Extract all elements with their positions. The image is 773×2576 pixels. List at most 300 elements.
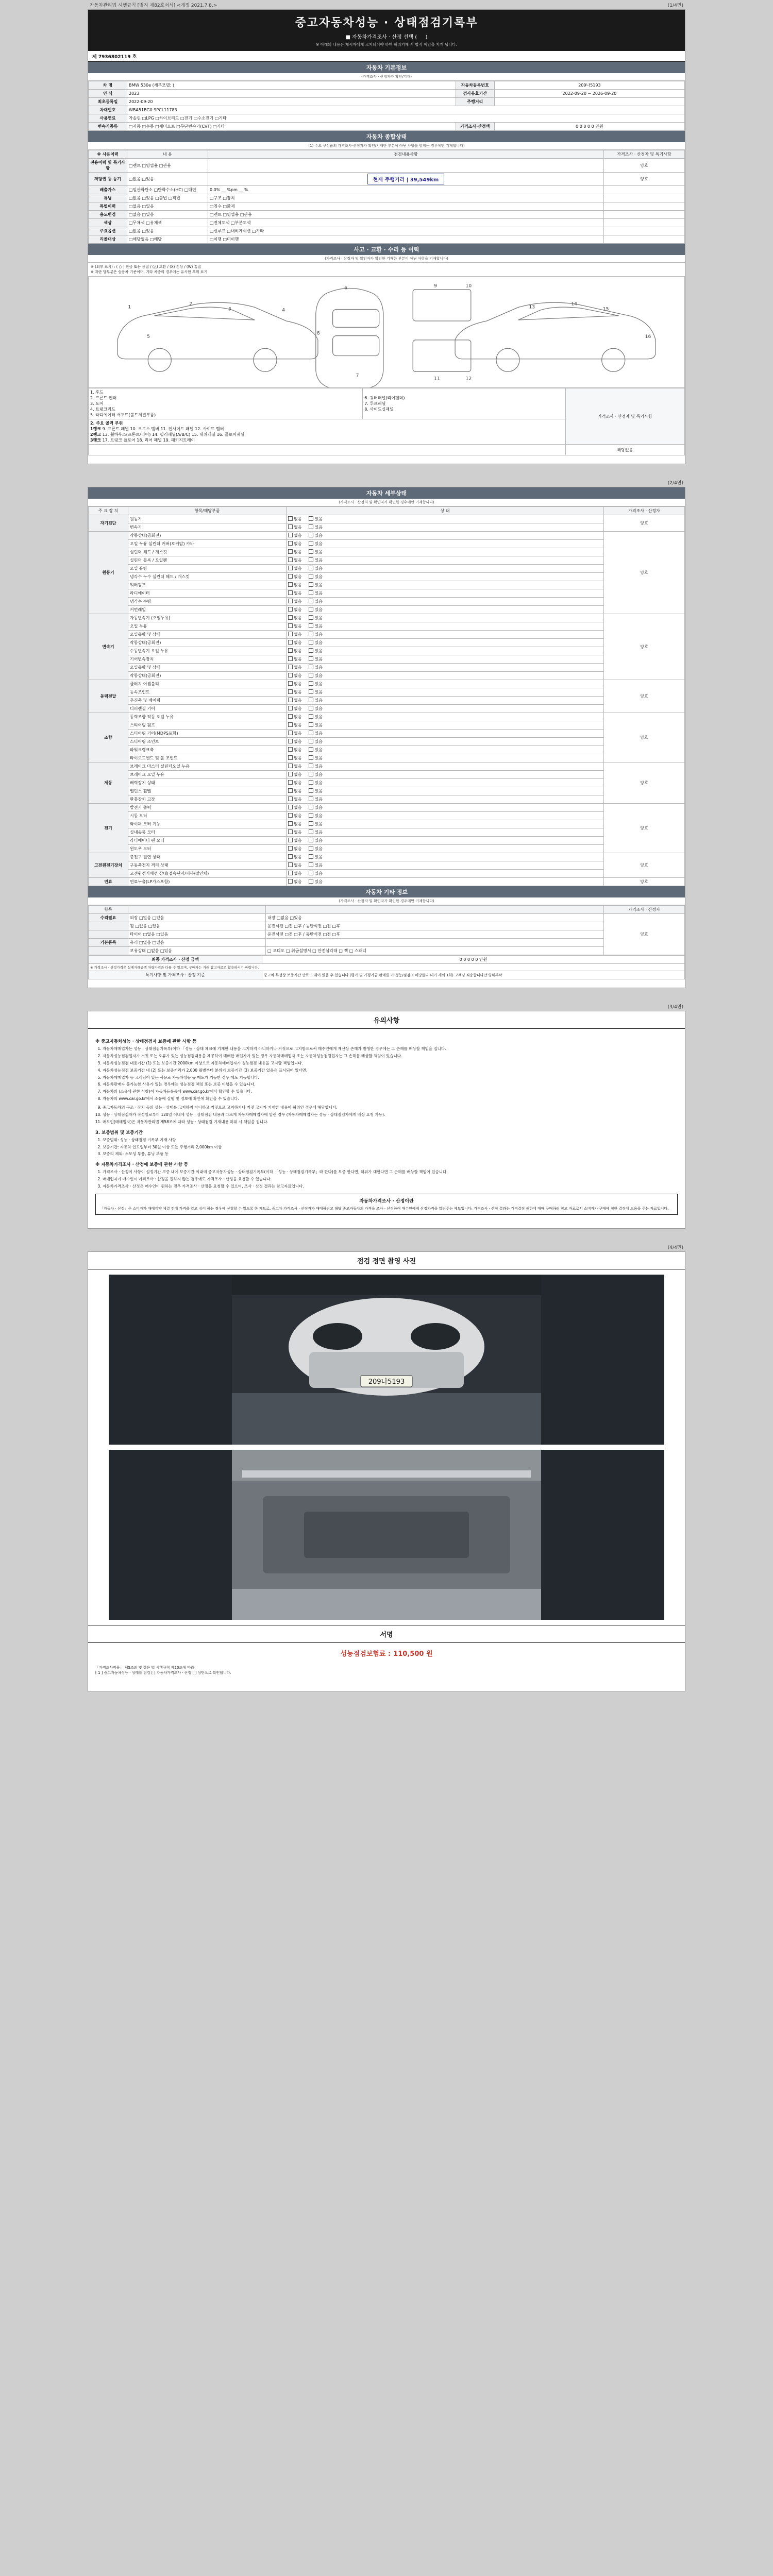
checkbox-있음[interactable]: 있음 — [309, 879, 322, 884]
table-row — [89, 173, 685, 186]
svg-text:4: 4 — [282, 307, 285, 313]
detail-group-0: 자기진단 — [89, 515, 128, 532]
overall-c-5 — [604, 211, 685, 219]
detail-item-state[interactable] — [287, 771, 604, 779]
detail-item-state[interactable] — [287, 721, 604, 730]
detail-group-rating: 양호 — [604, 853, 685, 878]
table-row — [89, 556, 685, 565]
checkbox-없음[interactable]: 없음 — [288, 640, 301, 645]
checkbox-없음[interactable]: 없음 — [288, 690, 301, 694]
checkbox-없음[interactable]: 없음 — [288, 649, 301, 653]
overall-a-1: □없음 □있음 — [127, 173, 208, 186]
basic-label2-5: 가격조사·산정액 — [456, 123, 494, 131]
detail-item-label: 원동기 — [128, 515, 287, 523]
checkbox-있음[interactable]: 있음 — [309, 665, 322, 670]
checkbox-없음[interactable]: 없음 — [288, 665, 301, 670]
detail-item-state[interactable] — [287, 622, 604, 631]
accident-rating-value: 해당없음 — [565, 445, 684, 455]
checkbox-있음[interactable]: 있음 — [309, 830, 322, 835]
legend-line-2: ※ 자란 당부분은 승용차 기준이며, 기타 차종의 경우에는 유사한 부위 표기 — [91, 270, 208, 274]
detail-item-state[interactable] — [287, 705, 604, 713]
etc-b-0[interactable]: 내장 □없음 □있음 — [266, 914, 604, 922]
svg-text:14: 14 — [571, 301, 578, 307]
car-diagram — [88, 276, 685, 388]
detail-table-body — [89, 515, 685, 886]
checkbox-없음[interactable]: 없음 — [288, 682, 301, 686]
parts-left-cell — [89, 388, 363, 419]
part-left-1: 2. 프론트 펜더 — [90, 396, 117, 400]
car-diagram-svg — [89, 277, 684, 387]
checkbox-없음[interactable]: 없음 — [288, 566, 301, 571]
overall-c-6 — [604, 219, 685, 227]
checkbox-없음[interactable]: 없음 — [288, 706, 301, 711]
table-row — [89, 639, 685, 647]
detail-item-state[interactable] — [287, 614, 604, 622]
sign-title: 서명 — [88, 1625, 685, 1643]
frame-key-0: 1랭크 — [90, 427, 102, 431]
form-code: 자동차관리법 시행규칙 [별지 제82호서식] <개정 2021.7.8.> — [90, 3, 217, 8]
etc-a-0[interactable]: 외장 □없음 □있음 — [128, 914, 266, 922]
checkbox-있음[interactable]: 있음 — [309, 574, 322, 579]
basic-value-5: □자동 □수동 □세미오토 □무단변속기(CVT) □기타 — [127, 123, 456, 131]
checkbox-있음[interactable]: 있음 — [309, 871, 322, 876]
detail-item-state[interactable] — [287, 556, 604, 565]
etc-b-1[interactable]: 운전석전 □전 □후 / 동반석전 □전 □후 — [266, 922, 604, 930]
etc-key-3: 기본품목 — [89, 939, 128, 947]
checkbox-없음[interactable]: 없음 — [288, 574, 301, 579]
frame-title: 2. 주요 골격 부위 — [90, 421, 123, 426]
detail-item-label: 오일유량 및 상태 — [128, 631, 287, 639]
overall-key-7: 주요옵션 — [89, 227, 127, 235]
checkbox-있음[interactable]: 있음 — [309, 550, 322, 554]
checkbox-없음[interactable]: 없음 — [288, 838, 301, 843]
checkbox-있음[interactable]: 있음 — [309, 698, 322, 703]
photo-underbody-svg — [109, 1450, 664, 1620]
overall-b-7: □선루프 □내비게이션 □기타 — [208, 227, 604, 235]
checkbox-있음[interactable]: 있음 — [309, 781, 322, 785]
detail-group-1: 원동기 — [89, 532, 128, 614]
checkbox-없음[interactable]: 없음 — [288, 616, 301, 620]
checkbox-없음[interactable]: 없음 — [288, 698, 301, 703]
etc-col-1 — [128, 906, 266, 914]
checkbox-없음[interactable]: 없음 — [288, 764, 301, 769]
detail-group-rating: 양호 — [604, 762, 685, 804]
detail-item-state[interactable] — [287, 548, 604, 556]
detail-item-state[interactable] — [287, 828, 604, 837]
detail-item-state[interactable] — [287, 523, 604, 532]
checkbox-없음[interactable]: 없음 — [288, 748, 301, 752]
detail-item-state[interactable] — [287, 787, 604, 795]
overall-c-0: 양호 — [604, 159, 685, 173]
detail-item-state[interactable] — [287, 870, 604, 878]
definition-text: 「자동차 · 산정」은 소비자가 매매계약 체결 전에 가격을 알고 싶어 하는 경우에 신청할 수 있도록 한 제도로, 중고차 가격조사 · 산정자가 매매하려고 해당 중고자동차의 가격을 조사 · 산정하여 매수인에게 산정가격을 알려주는 제도입니다. 가격조사 · 산정 결과는 가격결정 권한에 매매 구매하려 참고 자료로서 소비자가 구매에 정한 결정에 도움을 주는 자료입니다. — [100, 1206, 669, 1211]
checkbox-있음[interactable]: 있음 — [309, 624, 322, 629]
detail-group-rating: 양호 — [604, 515, 685, 532]
detail-item-state[interactable] — [287, 779, 604, 787]
detail-item-state[interactable] — [287, 730, 604, 738]
checkbox-없음[interactable]: 없음 — [288, 805, 301, 810]
checkbox-없음[interactable]: 없음 — [288, 715, 301, 719]
checkbox-있음[interactable]: 있음 — [309, 640, 322, 645]
svg-text:10: 10 — [465, 283, 472, 289]
overall-key-6: 색상 — [89, 219, 127, 227]
checkbox-없음[interactable]: 없음 — [288, 607, 301, 612]
detail-item-state[interactable] — [287, 804, 604, 812]
checkbox-없음[interactable]: 없음 — [288, 657, 301, 662]
sheet4-footer — [88, 1683, 685, 1691]
price-digit-2: 0 — [467, 957, 470, 962]
checkbox-있음[interactable]: 있음 — [309, 715, 322, 719]
checkbox-있음[interactable]: 있음 — [309, 748, 322, 752]
list-item: 3. 자동차성능점검 내용기간 (1) 또는 보증기간 2000km 이상으로 자동차매매업자가 성능점검 내용을 고지할 책임입니다. — [103, 1061, 678, 1066]
table-row — [89, 914, 685, 922]
checkbox-있음[interactable]: 있음 — [309, 797, 322, 802]
checkbox-없음[interactable]: 없음 — [288, 814, 301, 818]
price-digit-4: 0 — [475, 957, 478, 962]
table-row — [89, 655, 685, 664]
checkbox-있음[interactable]: 있음 — [309, 723, 322, 727]
detail-item-state[interactable] — [287, 598, 604, 606]
list-item: 6. 자동차판매자 불가능한 사유가 있는 경우에는 성능점검 책임 또는 보증 이행을 수 있습니다. — [103, 1082, 678, 1088]
checkbox-있음[interactable]: 있음 — [309, 789, 322, 793]
checkbox-있음[interactable]: 있음 — [309, 690, 322, 694]
doc-header-note: ※ 아래의 내용은 제시자에게 고지되어야 하며 허위기재 시 법적 책임을 지게 됩니다. — [316, 42, 457, 47]
checkbox-있음[interactable]: 있음 — [309, 764, 322, 769]
frame-spacer — [89, 445, 566, 455]
checkbox-있음[interactable]: 있음 — [309, 756, 322, 760]
etc-a-1[interactable]: 휠 □없음 □있음 — [128, 922, 266, 930]
checkbox-없음[interactable]: 없음 — [288, 583, 301, 587]
detail-item-state[interactable] — [287, 606, 604, 614]
table-row — [89, 622, 685, 631]
list-item: 8. 자동차의 www.car.go.kr에서 소유에 실행 및 정보에 확인에 확인을 수 있습니다. — [103, 1096, 678, 1102]
detail-item-label: 동력조향 작동 오일 누유 — [128, 713, 287, 721]
basic-label2-0: 자동차등록번호 — [456, 81, 494, 90]
etc-key-1 — [89, 922, 128, 930]
checkbox-없음[interactable]: 없음 — [288, 541, 301, 546]
checkbox-있음[interactable]: 있음 — [309, 731, 322, 736]
etc-col-3: 가격조사 · 산정자 — [604, 906, 685, 914]
checkbox-있음[interactable]: 있음 — [309, 583, 322, 587]
detail-item-label: 디퍼렌셜 기어 — [128, 705, 287, 713]
detail-item-state[interactable] — [287, 762, 604, 771]
basic-value-1: 2023 — [127, 90, 456, 98]
detail-item-state[interactable] — [287, 573, 604, 581]
checkbox-없음[interactable]: 없음 — [288, 871, 301, 876]
table-row — [89, 738, 685, 746]
checkbox-없음[interactable]: 없음 — [288, 550, 301, 554]
checkbox-없음[interactable]: 없음 — [288, 517, 301, 521]
list-item: 2. 자동차성능점검업자가 거짓 또는 오류가 있는 성능점검내용을 제공하여 매매한 매입자가 있는 경우 자동차매매업자 또는 자동차성능점검업자는 그 손해를 배상할 책임이 있습니다. — [103, 1054, 678, 1059]
checkbox-있음[interactable]: 있음 — [309, 739, 322, 744]
checkbox-있음[interactable]: 있음 — [309, 517, 322, 521]
checkbox-있음[interactable]: 있음 — [309, 591, 322, 596]
detail-item-label: 충전구 절연 상태 — [128, 853, 287, 861]
checkbox-있음[interactable]: 있음 — [309, 599, 322, 604]
detail-item-label: 발전기 출력 — [128, 804, 287, 812]
checkbox-있음[interactable]: 있음 — [309, 616, 322, 620]
section-detail-bar: 자동차 세부상태 — [88, 487, 685, 499]
overall-col-2: 점검내용사항 — [208, 150, 604, 159]
overall-b-2: 0.0% __ %pm __ % — [208, 186, 604, 194]
detail-item-state[interactable] — [287, 738, 604, 746]
etc-b-3[interactable] — [266, 939, 604, 947]
checkbox-없음[interactable]: 없음 — [288, 632, 301, 637]
svg-text:1: 1 — [128, 304, 131, 310]
checkbox-없음[interactable]: 없음 — [288, 599, 301, 604]
detail-item-state[interactable] — [287, 540, 604, 548]
detail-item-label: 배력장치 상태 — [128, 779, 287, 787]
checkbox-없음[interactable]: 없음 — [288, 781, 301, 785]
checkbox-없음[interactable]: 없음 — [288, 591, 301, 596]
detail-item-state[interactable] — [287, 845, 604, 853]
checkbox-없음[interactable]: 없음 — [288, 673, 301, 678]
detail-item-state[interactable] — [287, 515, 604, 523]
detail-item-label: 스티어링 펌프 — [128, 721, 287, 730]
price-unit: 만원 — [479, 957, 488, 962]
detail-item-label: 시동 모터 — [128, 812, 287, 820]
table-row — [89, 746, 685, 754]
doc-title: 중고자동차성능 · 상태점검기록부 — [295, 16, 478, 29]
checkbox-없음[interactable]: 없음 — [288, 624, 301, 629]
table-row — [89, 878, 685, 886]
overall-b-3: □구조 □장치 — [208, 194, 604, 202]
frame-row-0 — [90, 426, 564, 432]
detail-item-label: 밸런스 휠밸 — [128, 787, 287, 795]
checkbox-있음[interactable]: 있음 — [309, 822, 322, 826]
basic-value2-2 — [494, 98, 684, 106]
table-row — [89, 845, 685, 853]
checkbox-있음[interactable]: 있음 — [309, 649, 322, 653]
detail-col-2: 상 태 — [287, 507, 604, 515]
checkbox-있음[interactable]: 있음 — [309, 863, 322, 868]
checkbox-없음[interactable]: 없음 — [288, 846, 301, 851]
checkbox-있음[interactable]: 있음 — [309, 558, 322, 563]
detail-item-state[interactable] — [287, 697, 604, 705]
page-tag-2: (2/4면) — [667, 481, 683, 486]
checkbox-없음[interactable]: 없음 — [288, 822, 301, 826]
table-row — [89, 445, 685, 455]
table-row — [89, 81, 685, 90]
etc-a-3[interactable]: 유리 □없음 □있음 — [128, 939, 266, 947]
doc-number-row — [88, 51, 685, 62]
table-row — [89, 820, 685, 828]
table-row — [89, 90, 685, 98]
sign-foot-1: 「가격조사비용」 제5조의 및 같은 법 시행규칙 제20조에 따라 — [95, 1665, 194, 1670]
detail-item-state[interactable] — [287, 664, 604, 672]
checkbox-없음[interactable]: 없음 — [288, 830, 301, 835]
overall-b-5: □렌트 □영업용 □관용 — [208, 211, 604, 219]
checkbox-있음[interactable]: 있음 — [309, 814, 322, 818]
detail-item-state[interactable] — [287, 754, 604, 762]
checkbox-있음[interactable]: 있음 — [309, 772, 322, 777]
checkbox-없음[interactable]: 없음 — [288, 797, 301, 802]
detail-item-state[interactable] — [287, 655, 604, 664]
table-row — [89, 565, 685, 573]
list-item: 1. 보증범위: 성능 · 상태점검 기록부 기재 사항 — [103, 1138, 678, 1143]
checkbox-있음[interactable]: 있음 — [309, 838, 322, 843]
detail-item-state[interactable] — [287, 878, 604, 886]
svg-text:15: 15 — [602, 306, 609, 312]
parts-right-cell — [363, 388, 565, 419]
checkbox-있음[interactable]: 있음 — [309, 706, 322, 711]
table-row — [89, 114, 685, 123]
detail-item-state[interactable] — [287, 853, 604, 861]
sheet4-topbar — [88, 1242, 685, 1251]
basic-info-table — [88, 81, 685, 131]
detail-item-state[interactable] — [287, 565, 604, 573]
detail-item-state[interactable] — [287, 581, 604, 589]
frame-cell — [89, 419, 566, 445]
detail-item-label: 완충장치 고장 — [128, 795, 287, 804]
photo-front[interactable] — [109, 1275, 664, 1445]
table-row — [89, 581, 685, 589]
mileage-value: 현재 주행거리 | 39,549km — [367, 174, 445, 184]
checkbox-있음[interactable]: 있음 — [309, 525, 322, 530]
notice-legal-list — [103, 1138, 678, 1158]
price-digit-1: 0 — [463, 957, 466, 962]
basic-value-4: 가솔린 □LPG □하이브리드 □전기 □수소전기 □기타 — [127, 114, 685, 123]
table-row — [89, 589, 685, 598]
page-tag-4: (4/4면) — [667, 1245, 683, 1250]
table-row — [89, 930, 685, 939]
table-row — [89, 697, 685, 705]
checkbox-없음[interactable]: 없음 — [288, 739, 301, 744]
checkbox-있음[interactable]: 있음 — [309, 566, 322, 571]
part-right-1: 7. 루프패널 — [364, 401, 386, 406]
basic-value-0: BMW 530e (세부모델: ) — [127, 81, 456, 90]
list-item: 1. 가격조사 · 산정이 사항이 설정기간 보증 내에 보증기간 이내에 중고자동차성능 · 상태점검기록부(이하 「성능 · 상태점검기록부」라 한다)를 보증 한다면, 허위가 대한다면 그 손해를 배상할 책임이 있습니다. — [103, 1170, 678, 1175]
detail-item-state[interactable] — [287, 532, 604, 540]
photo-gallery — [88, 1269, 685, 1625]
definition-box — [95, 1194, 678, 1215]
sheet-2 — [88, 487, 685, 988]
detail-item-state[interactable] — [287, 861, 604, 870]
detail-group-8: 연료 — [89, 878, 128, 886]
checkbox-있음[interactable]: 있음 — [309, 657, 322, 662]
checkbox-있음[interactable]: 있음 — [309, 632, 322, 637]
table-row — [89, 598, 685, 606]
etc-b-2[interactable]: 운전석전 □전 □후 / 동반석전 □전 □후 — [266, 930, 604, 939]
sheet4-left — [90, 1244, 91, 1250]
checkbox-있음[interactable]: 있음 — [309, 805, 322, 810]
svg-text:11: 11 — [434, 376, 440, 382]
overall-table — [88, 150, 685, 244]
detail-item-state[interactable] — [287, 820, 604, 828]
sheet2-left — [90, 479, 91, 486]
detail-group-6: 전기 — [89, 804, 128, 853]
checkbox-있음[interactable]: 있음 — [309, 533, 322, 538]
list-item: 9. 중고자동차의 구조 · 장치 등의 성능 · 상태를 고지하지 아니하고 거짓으로 고지하거나 거짓 고지가 기재한 내용이 허위인 경우에 해당합니다. — [103, 1105, 678, 1111]
frame-val-2: 17. 트렁크 플로어 18. 리어 패널 19. 패키지트레이 — [102, 438, 195, 443]
svg-text:16: 16 — [645, 333, 651, 340]
notice-list-1 — [103, 1046, 678, 1102]
svg-text:6: 6 — [344, 285, 347, 291]
overall-b-0 — [208, 159, 604, 173]
checkbox-없음[interactable]: 없음 — [288, 756, 301, 760]
frame-key-2: 3랭크 — [90, 438, 102, 443]
detail-item-label: 오일유량 및 상태 — [128, 664, 287, 672]
detail-col-0: 주 요 장 치 — [89, 507, 128, 515]
sheet1-footer — [88, 455, 685, 464]
checkbox-있음[interactable]: 있음 — [309, 541, 322, 546]
detail-item-state[interactable] — [287, 672, 604, 680]
table-row — [89, 922, 685, 930]
overall-key-1: 저당권 등 등기 — [89, 173, 127, 186]
table-row — [89, 211, 685, 219]
detail-item-state[interactable] — [287, 795, 604, 804]
svg-text:8: 8 — [316, 330, 320, 336]
detail-item-label: 작동상태(공회전) — [128, 672, 287, 680]
sheet-4 — [88, 1251, 685, 1691]
price-table — [88, 955, 685, 979]
detail-item-label: 등속조인트 — [128, 688, 287, 697]
checkbox-없음[interactable]: 없음 — [288, 533, 301, 538]
checkbox-없음[interactable]: 없음 — [288, 731, 301, 736]
photo-underbody[interactable] — [109, 1450, 664, 1620]
checkbox-있음[interactable]: 있음 — [309, 673, 322, 678]
detail-item-state[interactable] — [287, 837, 604, 845]
detail-item-state[interactable] — [287, 647, 604, 655]
detail-item-state[interactable] — [287, 688, 604, 697]
checkbox-없음[interactable]: 없음 — [288, 723, 301, 727]
table-row — [89, 762, 685, 771]
detail-item-state[interactable] — [287, 680, 604, 688]
part-left-0: 1. 후드 — [90, 390, 104, 395]
checkbox-없음[interactable]: 없음 — [288, 558, 301, 563]
list-item: 3. 보증의 제외: 소모성 부품, 튜닝 부품 등 — [103, 1151, 678, 1157]
checkbox-있음[interactable]: 있음 — [309, 682, 322, 686]
checkbox-없음[interactable]: 없음 — [288, 879, 301, 884]
table-header-row — [89, 507, 685, 515]
table-row — [89, 964, 685, 971]
checkbox-없음[interactable]: 없음 — [288, 863, 301, 868]
price-digit-3: 0 — [471, 957, 474, 962]
list-item: 11. 매도인(매매업자)은 자동차관리법 제58조에 따라 성능 · 상태점검 기재내용 허위 시 책임을 집니다. — [103, 1120, 678, 1125]
table-row — [89, 647, 685, 655]
checkbox-없음[interactable]: 없음 — [288, 855, 301, 859]
etc-a-2[interactable]: 타이어 □없음 □있음 — [128, 930, 266, 939]
checkbox-있음[interactable]: 있음 — [309, 846, 322, 851]
part-right-2: 8. 사이드실패널 — [364, 407, 394, 412]
detail-item-state[interactable] — [287, 713, 604, 721]
checkbox-없음[interactable]: 없음 — [288, 789, 301, 793]
list-item: 2. 보증기간: 자동차 인도일부터 30일 이상 또는 주행거리 2,000km 이상 — [103, 1145, 678, 1150]
table-row — [89, 664, 685, 672]
detail-item-state[interactable] — [287, 639, 604, 647]
checkbox-없음[interactable]: 없음 — [288, 525, 301, 530]
table-row — [89, 713, 685, 721]
etc-b-4[interactable]: □ 오디오 □ 취급설명서 □ 안전삼각대 □ 잭 □ 스패너 — [266, 947, 604, 955]
checkbox-없음[interactable]: 없음 — [288, 772, 301, 777]
overall-b-1 — [208, 173, 604, 186]
overall-c-8 — [604, 235, 685, 244]
sheet3-topbar — [88, 1002, 685, 1011]
detail-item-state[interactable] — [287, 631, 604, 639]
notice-legal-title: 3. 보증범위 및 보증기간 — [95, 1130, 143, 1136]
svg-text:7: 7 — [356, 372, 359, 379]
detail-item-state[interactable] — [287, 746, 604, 754]
etc-a-4[interactable]: 보유상태 □없음 □있음 — [128, 947, 266, 955]
table-row — [89, 532, 685, 540]
checkbox-있음[interactable]: 있음 — [309, 855, 322, 859]
checkbox-있음[interactable]: 있음 — [309, 607, 322, 612]
detail-item-state[interactable] — [287, 589, 604, 598]
svg-text:12: 12 — [465, 376, 472, 382]
table-row — [89, 795, 685, 804]
table-row — [89, 812, 685, 820]
detail-item-state[interactable] — [287, 812, 604, 820]
